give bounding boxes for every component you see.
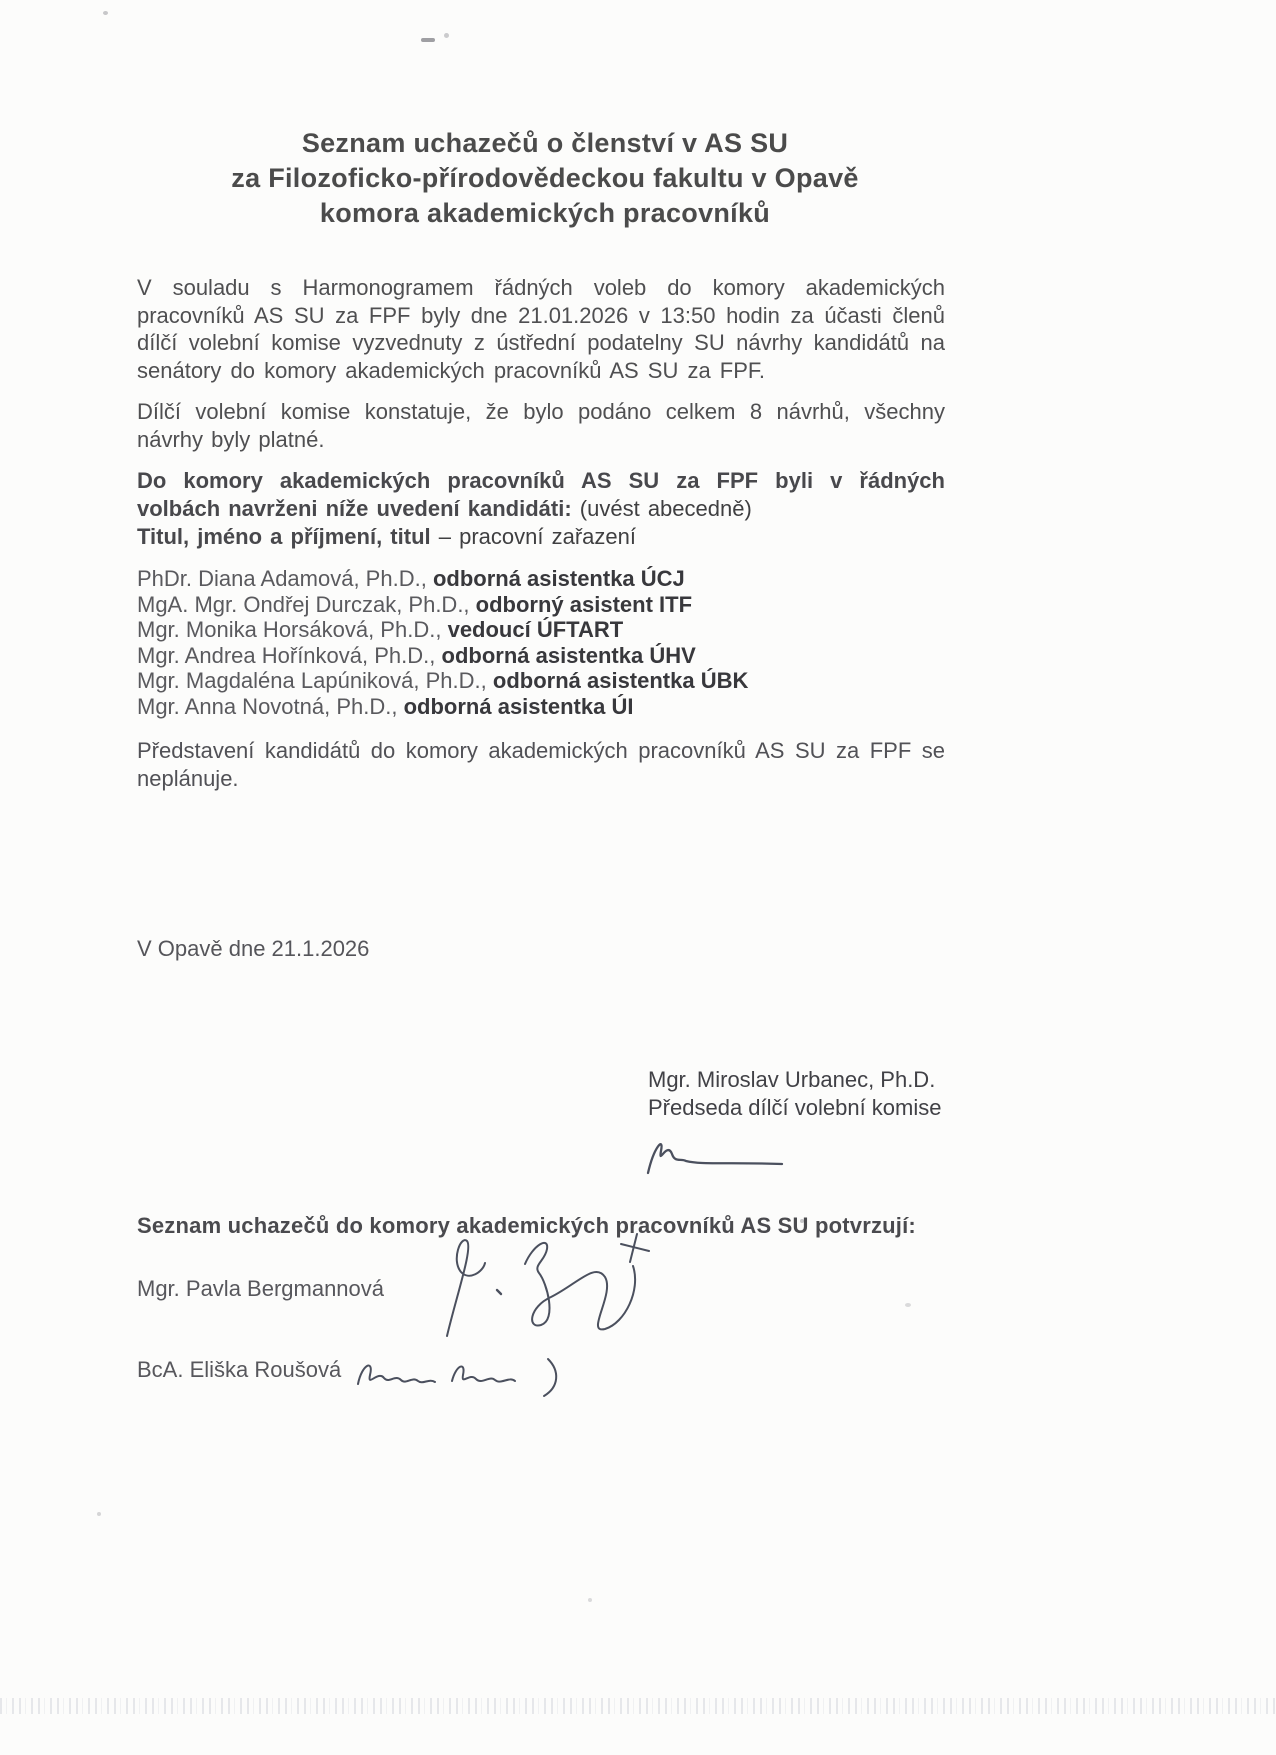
signature-rousova-handwriting: [352, 1350, 572, 1402]
scan-speck: [103, 11, 108, 15]
document-title-line-3: komora akademických pracovníků: [319, 198, 771, 228]
chair-name: Mgr. Miroslav Urbanec, Ph.D.: [648, 1067, 936, 1092]
place-date-line: V Opavě dne 21.1.2026: [137, 936, 370, 961]
candidate-name: Mgr. Anna Novotná, Ph.D.,: [137, 693, 398, 719]
scan-speck: [444, 33, 449, 38]
signature-urbanec-handwriting: [640, 1133, 790, 1183]
candidate-row: [137, 566, 945, 592]
chair-role: Předseda dílčí volební komise: [648, 1095, 942, 1120]
paragraph-nomination-heading: [137, 467, 945, 551]
nomination-heading-note: (uvést abecedně): [579, 495, 752, 521]
candidate-position: odborná asistentka ÚCJ: [432, 566, 685, 591]
nomination-heading-bold: Do komory akademických pracovníků AS SU za FPF byli v řádných volbách navrženi níže uvedení kandidáti:: [137, 468, 945, 521]
candidate-position: odborná asistentka ÚI: [403, 693, 634, 719]
candidate-position: odborný asistent ITF: [475, 591, 693, 617]
nomination-format-note: – pracovní zařazení: [438, 524, 636, 549]
scan-noise-band: [0, 1698, 1276, 1714]
document-title-line-1: Seznam uchazečů o členství v AS SU: [301, 128, 789, 158]
candidate-position: vedoucí ÚFTART: [447, 617, 624, 643]
candidate-position: odborná asistentka ÚHV: [441, 642, 696, 668]
confirmer-name-rousova: BcA. Eliška Roušová: [137, 1357, 342, 1382]
signature-bergmannova-handwriting: [425, 1232, 675, 1347]
paragraph-intro: V souladu s Harmonogramem řádných voleb do komory akademických pracovníků AS SU za FPF byly dne 21.01.2026 v 13:50 hodin za účasti členů dílčí volební komise vyzvednuty z ústřední podatelny SU návrhy kandidátů na senátory do komory akademických pracovníků AS SU za FPF.: [137, 275, 945, 383]
candidate-position: odborná asistentka ÚBK: [492, 668, 749, 694]
candidate-row: [137, 668, 945, 694]
candidate-row: [137, 643, 945, 669]
candidate-name: Mgr. Andrea Hořínková, Ph.D.,: [137, 642, 436, 668]
candidate-list: [137, 566, 945, 720]
chair-signature-block: [648, 1066, 942, 1122]
candidate-row: [137, 617, 945, 643]
nomination-format-bold: Titul, jméno a příjmení, titul: [137, 524, 431, 549]
document-title-line-2: za Filozoficko-přírodovědeckou fakultu v Opavě: [231, 163, 859, 193]
paragraph-commission-note: Dílčí volební komise konstatuje, že bylo podáno celkem 8 návrhů, všechny návrhy byly platné.: [137, 399, 945, 452]
scan-speck: [421, 38, 435, 42]
candidate-row: [137, 592, 945, 618]
confirmer-name-bergmannova: Mgr. Pavla Bergmannová: [137, 1276, 385, 1301]
paragraph-presentation-note: Představení kandidátů do komory akademických pracovníků AS SU za FPF se neplánuje.: [137, 738, 945, 791]
candidate-name: Mgr. Magdaléna Lapúniková, Ph.D.,: [137, 668, 487, 694]
candidate-row: [137, 694, 945, 720]
candidate-name: PhDr. Diana Adamová, Ph.D.,: [137, 566, 427, 591]
confirmation-heading: Seznam uchazečů do komory akademických pracovníků AS SU potvrzují:: [137, 1213, 916, 1238]
scan-speck: [905, 1303, 911, 1307]
document-title: [140, 126, 950, 231]
scan-speck: [97, 1512, 101, 1516]
scan-speck: [588, 1598, 592, 1602]
candidate-name: MgA. Mgr. Ondřej Durczak, Ph.D.,: [137, 591, 470, 617]
candidate-name: Mgr. Monika Horsáková, Ph.D.,: [137, 617, 442, 643]
